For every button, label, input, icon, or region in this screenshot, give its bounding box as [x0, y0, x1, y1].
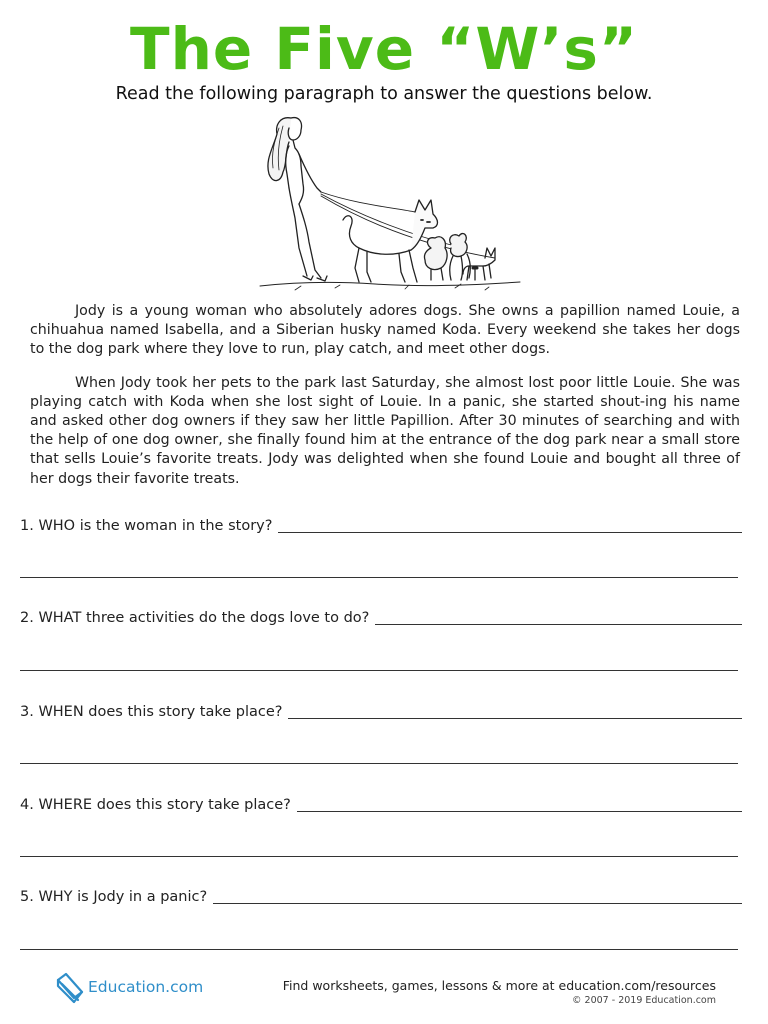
woman-walking-dogs-illustration	[255, 108, 525, 294]
instructions: Read the following paragraph to answer the questions below.	[115, 84, 653, 104]
answer-line[interactable]	[20, 763, 738, 764]
question-label: 1. WHO is the woman in the story?	[20, 518, 273, 534]
footer-copyright: © 2007 - 2019 Education.com	[572, 995, 716, 1006]
page-title: The Five “W’s”	[130, 15, 638, 83]
answer-line[interactable]	[297, 811, 742, 812]
answer-line[interactable]	[278, 532, 742, 533]
story-text	[30, 302, 740, 503]
question-label: 3. WHEN does this story take place?	[20, 704, 283, 720]
story-paragraph-2: When Jody took her pets to the park last Saturday, she almost lost poor little Louie. She was playing catch with Koda when she lost sight of Louie. In a panic, she started shout-ing his name and asked other dog owners if they saw her little Papillion. After 30 minutes of searching and with the help of one dog owner, she finally found him at the entrance of the dog park near a small store that sells Louie’s favorite treats. Jody was delighted when she found Louie and bought all three of her dogs their favorite treats.	[30, 374, 740, 487]
answer-line[interactable]	[213, 903, 742, 904]
question-3	[20, 702, 742, 722]
footer-tagline: Find worksheets, games, lessons & more at education.com/resources	[282, 978, 716, 993]
question-label: 2. WHAT three activities do the dogs love to do?	[20, 610, 370, 626]
question-label: 5. WHY is Jody in a panic?	[20, 889, 208, 905]
question-1	[20, 516, 742, 536]
story-paragraph-1: Jody is a young woman who absolutely adores dogs. She owns a papillion named Louie, a chihuahua named Isabella, and a Siberian husky named Koda. Every weekend she takes her dogs to the dog park where they love to run, play catch, and meet other dogs.	[30, 303, 740, 358]
brand-name: Education.com	[88, 978, 204, 996]
answer-line[interactable]	[20, 856, 738, 857]
answer-line[interactable]	[375, 624, 742, 625]
question-5	[20, 887, 742, 907]
pencil-logo-icon	[52, 970, 86, 1004]
question-4	[20, 795, 742, 815]
answer-line[interactable]	[288, 718, 742, 719]
footer-text	[283, 978, 716, 1008]
answer-line[interactable]	[20, 949, 738, 950]
question-2	[20, 608, 742, 628]
answer-line[interactable]	[20, 577, 738, 578]
education-logo[interactable]	[52, 970, 203, 1004]
question-label: 4. WHERE does this story take place?	[20, 797, 291, 813]
answer-line[interactable]	[20, 670, 738, 671]
